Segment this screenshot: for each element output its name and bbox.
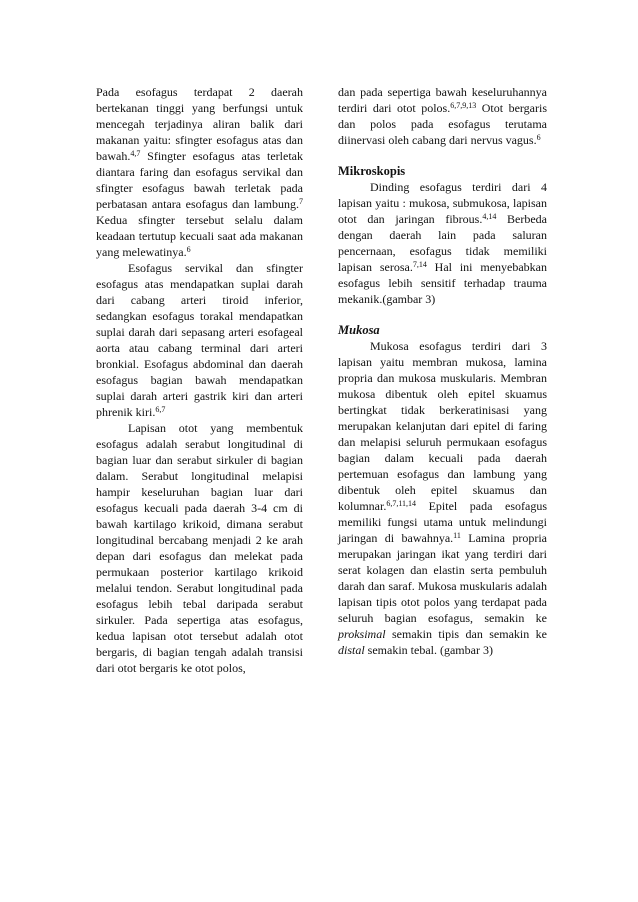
section-heading-mukosa: Mukosa (338, 323, 380, 337)
term-distal: distal (338, 643, 365, 657)
citation: 6 (186, 245, 191, 254)
section-gap (338, 148, 547, 163)
citation: 6 (536, 133, 541, 142)
paragraph-sfingter: Pada esofagus terdapat 2 daerah bertekanan tinggi yang berfungsi untuk mencegah terjadinya aliran balik dari makanan yaitu: sfingter esofagus atas dan bawah.$^{4,7}$ Sfingter esofagus atas terletak diantara faring dan esofagus servikal dan sfingter esofagus bawah terletak pada perbatasan antara esofagus dan lambung.$^7$ Kedua sfingter tersebut selalu dalam keadaan tertutup kecuali saat ada makanan yang melewatinya.$^6$ (96, 85, 303, 259)
citation: 7 (299, 197, 303, 206)
left-column (96, 84, 303, 676)
right-column (338, 84, 547, 658)
citation: 4,7 (130, 149, 141, 158)
paragraph-dinding: Dinding esofagus terdiri dari 4 lapisan yaitu : mukosa, submukosa, lapisan otot dan jaringan fibrous.$^{4,14}$ Berbeda dengan daerah lain pada saluran pencernaan, esofagus tidak memiliki lapisan serosa.$^{7,14}$ Hal ini menyebabkan esofagus lebih sensitif terhadap trauma mekanik.(gambar 3) (338, 180, 547, 306)
paragraph-otot-polos: dan pada sepertiga bawah keseluruhannya terdiri dari otot polos.$^{6,7,9,13}$ Otot bergaris dan polos pada esofagus terutama diinervasi oleh cabang dari nervus vagus.$^6$ (338, 85, 547, 147)
citation: 7,14 (412, 260, 427, 269)
paragraph-suplai-darah: Esofagus servikal dan sfingter esofagus atas mendapatkan suplai darah dari cabang arteri tiroid inferior, sedangkan esofagus torakal mendapatkan suplai darah dari sepasang arteri esofageal aorta atau cabang terminal dari arteri bronkial. Esofagus abdominal dan daerah esofagus bagian bawah mendapatkan suplai darah arteri gastrik kiri dan arteri phrenik kiri.$^{6,7}$ (96, 261, 303, 419)
section-heading-mikroskopis: Mikroskopis (338, 164, 406, 178)
paragraph-mukosa: Mukosa esofagus terdiri dari 3 lapisan yaitu membran mukosa, lamina propria dan mukosa muskularis. Membran mukosa dibentuk oleh epitel skuamus bertingkat tidak berkeratinisasi yang merupakan kelanjutan dari epitel di faring dan melapisi seluruh permukaan esofagus bagian dalam kecuali pada daerah pertemuan esofagus dan lambung yang dibentuk oleh epitel skuamus dan kolumnar.$^{6,7,11,14}$ Epitel pada esofagus memiliki fungsi utama untuk melindungi jaringan di bawahnya.$^{11}$ Lamina propria merupakan jaringan ikat yang terdiri dari serat kolagen dan elastin serta pembuluh darah dan saraf. Mukosa muskularis adalah lapisan tipis otot polos yang terdapat pada seluruh bagian esofagus, semakin ke proksimal semakin tipis dan semakin ke distal semakin tebal. (gambar 3) (338, 339, 547, 657)
citation: 4,14 (482, 212, 497, 221)
paragraph-lapisan-otot: Lapisan otot yang membentuk esofagus adalah serabut longitudinal di bagian luar dan serabut sirkuler di bagian dalam. Serabut longitudinal melapisi hampir keseluruhan bagian luar dari esofagus kecuali pada daerah 3-4 cm di bawah kartilago krikoid, dimana serabut longitudinal bercabang menjadi 2 ke arah depan dari esofagus dan melekat pada permukaan posterior kartilago krikoid melalui tendon. Serabut longitudinal pada esofagus lebih tebal daripada serabut sirkuler. Pada sepertiga atas esofagus, kedua lapisan otot tersebut adalah otot bergaris, di bagian tengah adalah transisi dari otot bergaris ke otot polos, (96, 421, 303, 675)
section-gap (338, 307, 547, 322)
citation: 6,7,11,14 (386, 499, 417, 508)
citation: 6,7,9,13 (450, 101, 477, 110)
citation: 6,7 (155, 405, 166, 414)
citation: 11 (453, 531, 461, 540)
term-proksimal: proksimal (338, 627, 386, 641)
